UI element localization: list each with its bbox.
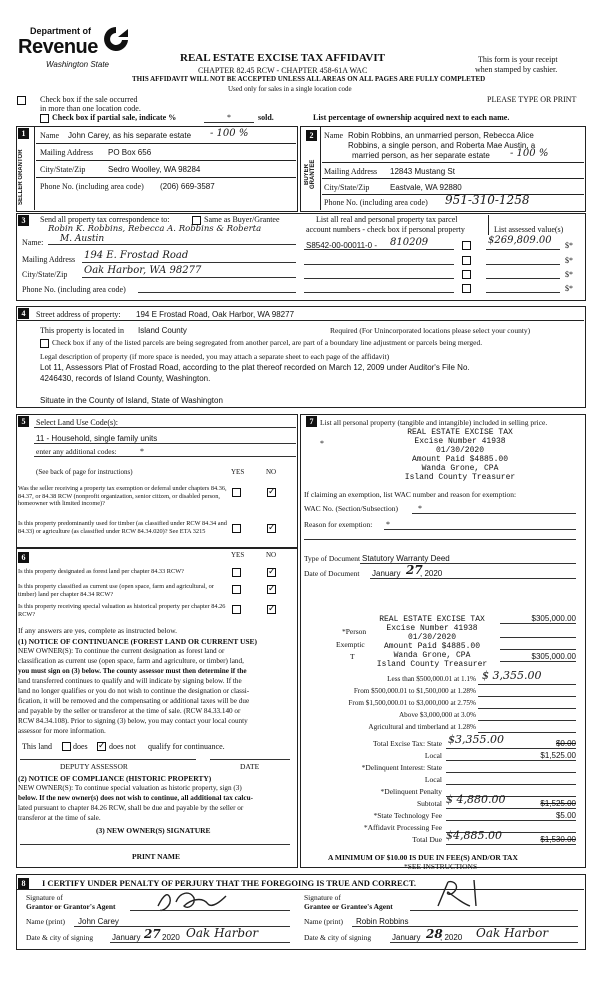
tax-corr-mailing[interactable]: 194 E. Frostad Road bbox=[84, 250, 189, 261]
receipt-note-2: when stamped by cashier. bbox=[475, 65, 558, 74]
total-state-tax[interactable]: $3,355.00 bbox=[448, 733, 504, 746]
grantee-print-name[interactable]: Robin Robbins bbox=[356, 917, 409, 926]
segregated-checkbox[interactable] bbox=[40, 339, 49, 348]
tax-corr-name-line-1[interactable]: Robin K. Robbins, Rebecca A. Robbins & Roberta bbox=[48, 224, 262, 234]
personal-property-checkbox-1[interactable] bbox=[462, 241, 471, 250]
additional-codes-field[interactable]: * bbox=[140, 447, 144, 456]
partial-sale-checkbox[interactable] bbox=[40, 114, 49, 123]
excise-stamp-2: REAL ESTATE EXCISE TAX Excise Number 41938 01/30/2020 Amount Paid $4885.00 Wanda Grone, CPA Island County Treasurer bbox=[376, 615, 488, 669]
seller-side-label: SELLER GRANTOR bbox=[18, 149, 24, 205]
personal-property-checkbox-3[interactable] bbox=[462, 270, 471, 279]
county-field[interactable]: Island County bbox=[138, 326, 187, 335]
situate-line: Situate in the County of Island, State of Washington bbox=[40, 396, 223, 405]
land-does-not-checkbox[interactable]: ✓ bbox=[98, 741, 106, 751]
section-7-marker: 7 bbox=[306, 416, 317, 427]
s5-q1-no[interactable]: ✓ bbox=[268, 487, 276, 497]
buyer-side-label: BUYER GRANTEE bbox=[304, 159, 316, 189]
grantor-signature[interactable] bbox=[150, 884, 240, 916]
s6-q1-yes[interactable] bbox=[232, 568, 241, 577]
assessed-value-1[interactable]: $269,809.00 bbox=[488, 235, 552, 246]
buyer-city[interactable]: Eastvale, WA 92880 bbox=[390, 183, 462, 192]
multi-location-checkbox[interactable] bbox=[17, 96, 26, 105]
buyer-name-line-3[interactable]: married person, as her separate estate bbox=[352, 151, 490, 160]
dor-logo: Department of Revenue Washington State bbox=[18, 22, 138, 72]
section-4-marker: 4 bbox=[18, 308, 29, 319]
grantee-signature[interactable] bbox=[430, 876, 500, 910]
chapter-line: CHAPTER 82.45 RCW - CHAPTER 458-61A WAC bbox=[198, 66, 368, 75]
tax-corr-city[interactable]: Oak Harbor, WA 98277 bbox=[84, 265, 202, 276]
personal-property-checkbox-2[interactable] bbox=[462, 256, 471, 265]
document-type-field[interactable]: Statutory Warranty Deed bbox=[360, 554, 576, 564]
total-due[interactable]: $4,885.00 bbox=[446, 829, 502, 842]
land-does-checkbox[interactable] bbox=[62, 742, 71, 751]
section-2-marker: 2 bbox=[306, 130, 317, 141]
form-title: REAL ESTATE EXCISE TAX AFFIDAVIT bbox=[180, 52, 385, 64]
buyer-mailing-address[interactable]: 12843 Mustang St bbox=[390, 167, 455, 176]
wac-field[interactable]: * bbox=[412, 504, 576, 514]
seller-name[interactable]: John Carey, as his separate estate bbox=[68, 131, 192, 140]
taxable-selling-price[interactable]: $305,000.00 bbox=[531, 652, 576, 661]
seller-mailing-address[interactable]: PO Box 656 bbox=[108, 148, 152, 157]
document-date-field[interactable] bbox=[370, 569, 576, 579]
rate1-tax[interactable]: $ 3,355.00 bbox=[482, 669, 542, 682]
s5-q2-no[interactable]: ✓ bbox=[268, 523, 276, 533]
buyer-phone[interactable]: 951-310-1258 bbox=[445, 193, 530, 207]
s6-q3-yes[interactable] bbox=[232, 605, 241, 614]
tax-corr-name-line-2[interactable]: M. Austin bbox=[60, 234, 105, 244]
seller-phone[interactable]: (206) 669-3587 bbox=[160, 182, 215, 191]
new-owner-signature-line[interactable] bbox=[20, 843, 290, 845]
section-3-marker: 3 bbox=[18, 215, 29, 226]
s6-q3-no[interactable]: ✓ bbox=[268, 604, 276, 614]
tech-fee[interactable]: $5.00 bbox=[555, 811, 576, 820]
s6-q2-yes[interactable] bbox=[232, 585, 241, 594]
dor-swirl-icon bbox=[102, 25, 130, 55]
exemption-reason-field[interactable]: * bbox=[384, 520, 576, 530]
legal-description-line-1[interactable]: Lot 11, Assessors Plat of Frostad Road, according to the plat thereof recorded on March 12, 2009 under Auditor's File No. bbox=[40, 363, 470, 372]
grantee-city[interactable]: Oak Harbor bbox=[476, 926, 549, 940]
partial-pct-field[interactable]: * bbox=[204, 113, 254, 123]
receipt-note-1: This form is your receipt bbox=[478, 55, 558, 64]
subtotal[interactable]: $ 4,880.00 bbox=[446, 793, 506, 806]
street-address[interactable]: 194 E Frostad Road, Oak Harbor, WA 98277 bbox=[136, 310, 295, 319]
section-6-marker: 6 bbox=[18, 552, 29, 563]
local-tax[interactable]: $1,525.00 bbox=[540, 751, 576, 760]
land-use-code-select[interactable]: 11 - Household, single family units bbox=[36, 434, 158, 443]
personal-property-checkbox-4[interactable] bbox=[462, 284, 471, 293]
grantor-print-name[interactable]: John Carey bbox=[78, 917, 119, 926]
excise-stamp-1: REAL ESTATE EXCISE TAX Excise Number 41938 01/30/2020 Amount Paid $4885.00 Wanda Grone, CPA Island County Treasurer bbox=[404, 428, 516, 482]
section-5-marker: 5 bbox=[18, 416, 29, 427]
section-8-marker: 8 bbox=[18, 878, 29, 889]
s5-q2-yes[interactable] bbox=[232, 524, 241, 533]
single-code-note: Used only for sales in a single location code bbox=[228, 85, 352, 93]
legal-description-line-2[interactable]: 4246430, records of Island County, Washington. bbox=[40, 374, 211, 383]
s6-q1-no[interactable]: ✓ bbox=[268, 567, 276, 577]
section-1-marker: 1 bbox=[18, 128, 29, 139]
parcel-number-1[interactable]: S8542-00-00011-0 - bbox=[306, 241, 378, 250]
grantor-city[interactable]: Oak Harbor bbox=[186, 926, 259, 940]
s6-q2-no[interactable]: ✓ bbox=[268, 584, 276, 594]
buyer-name-line-2[interactable]: Robbins, a single person, and Roberta Mae Austin, a bbox=[348, 141, 536, 150]
warning-line: THIS AFFIDAVIT WILL NOT BE ACCEPTED UNLESS ALL AREAS ON ALL PAGES ARE FULLY COMPLETED bbox=[132, 75, 486, 83]
s5-q1-yes[interactable] bbox=[232, 488, 241, 497]
buyer-name-line-1[interactable]: Robin Robbins, an unmarried person, Rebecca Alice bbox=[348, 131, 534, 140]
gross-selling-price[interactable]: $305,000.00 bbox=[531, 614, 576, 623]
seller-city[interactable]: Sedro Woolley, WA 98284 bbox=[108, 165, 201, 174]
